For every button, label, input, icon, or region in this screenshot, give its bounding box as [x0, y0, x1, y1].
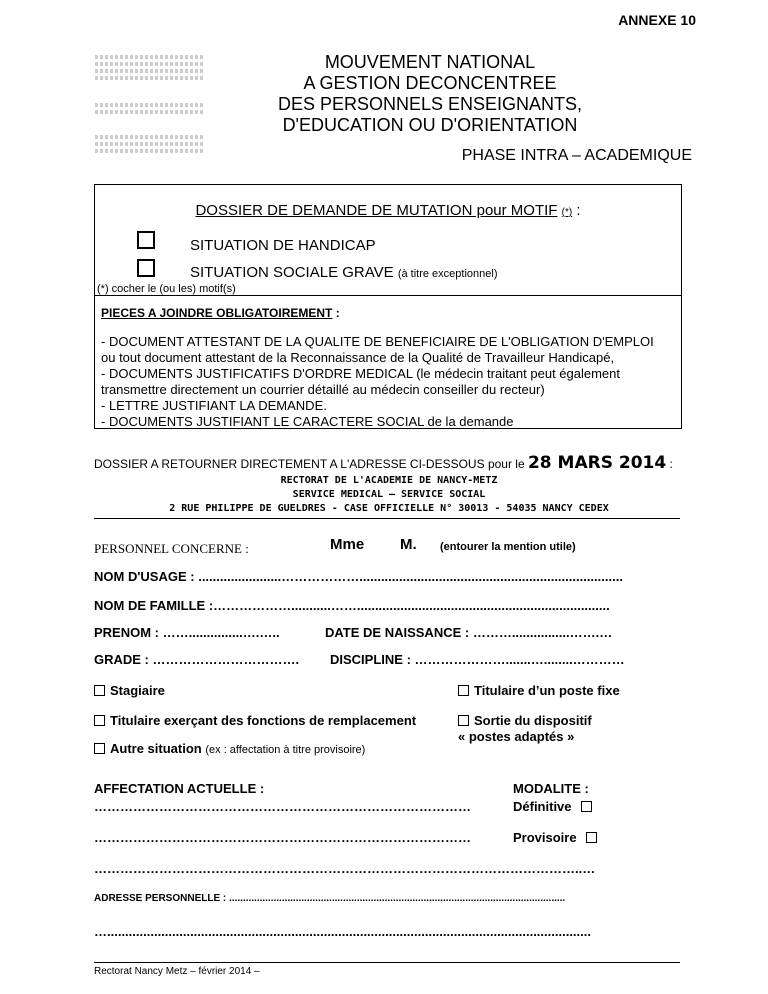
return-date: 28 MARS 2014: [527, 453, 667, 473]
personnel-hint: (entourer la mention utile): [440, 541, 576, 553]
footer-text: Rectorat Nancy Metz – février 2014 –: [94, 966, 260, 977]
title-line: A GESTION DECONCENTREE: [303, 73, 557, 93]
personnel-text: PERSONNEL CONCERNE :: [94, 541, 249, 556]
return-end: :: [666, 457, 673, 471]
motif-note: (*) cocher le (ou les) motif(s): [97, 283, 236, 295]
nom-famille-field[interactable]: NOM DE FAMILLE :………………...........……......................................................................: [94, 598, 610, 613]
adresse-dots: .........................................................................................................................: [229, 893, 566, 904]
option-small: (à titre exceptionnel): [397, 268, 498, 280]
checkbox-icon[interactable]: [94, 743, 105, 754]
address-line: 2 RUE PHILIPPE DE GUELDRES - CASE OFFICIELLE N° 30013 - 54035 NANCY CEDEX: [169, 503, 609, 514]
status-label: Autre situation: [110, 741, 202, 756]
annex-label: ANNEXE 10: [618, 12, 696, 28]
provisoire-label: Provisoire: [513, 830, 577, 845]
dossier-colon: :: [576, 202, 581, 219]
pieces-list: - DOCUMENT ATTESTANT DE LA QUALITE DE BENEFICIAIRE DE L'OBLIGATION D'EMPLOI ou tout document attestant de la Reconnaissance de la Qualité de Travailleur Handicapé, - DOCUMENTS JUSTIFICATIFS D'ORDRE MEDICAL (le médecin traitant peut également transmettre directement un courrier détaillé au médecin conseiller du recteur) - LETTRE JUSTIFIANT LA DEMANDE. - DOCUMENTS JUSTIFIANT LE CARACTERE SOCIAL de la demande: [101, 334, 654, 429]
phase-label: PHASE INTRA – ACADEMIQUE: [461, 147, 692, 164]
status-stagiaire[interactable]: [94, 683, 165, 698]
checkbox-icon[interactable]: [458, 715, 469, 726]
dossier-title-text: DOSSIER DE DEMANDE DE MUTATION pour MOTIF: [195, 202, 558, 219]
pieces-title-suffix: :: [332, 306, 340, 320]
personnel-label: [94, 540, 249, 558]
checkbox-icon[interactable]: [94, 715, 105, 726]
option-handicap: [190, 237, 376, 254]
provisoire-option[interactable]: [513, 830, 602, 845]
prenom-field[interactable]: PRENOM : ……...............….…..: [94, 625, 280, 640]
dossier-title: [95, 202, 681, 219]
status-small: (ex : affectation à titre provisoire): [205, 744, 366, 756]
option-label: SITUATION SOCIALE GRAVE: [190, 264, 394, 281]
status-label-2: « postes adaptés »: [458, 729, 575, 744]
checkbox-icon[interactable]: [458, 685, 469, 696]
status-remplacement[interactable]: [94, 713, 416, 728]
mme-option[interactable]: Mme: [330, 536, 365, 553]
checkbox-icon[interactable]: [581, 801, 592, 812]
motif-box: [94, 184, 682, 296]
affectation-line-1[interactable]: ……………………………………………………………………………: [94, 799, 471, 814]
adresse-field[interactable]: [94, 893, 680, 904]
status-sortie[interactable]: [458, 713, 592, 745]
pieces-title: [101, 306, 340, 320]
adresse-label: ADRESSE PERSONNELLE :: [94, 893, 230, 904]
document-title: [250, 52, 610, 136]
checkbox-icon[interactable]: [586, 832, 597, 843]
m-option[interactable]: M.: [400, 536, 417, 553]
definitive-option[interactable]: [513, 799, 597, 814]
discipline-field[interactable]: DISCIPLINE : ………………….......…........…………: [330, 652, 625, 667]
academie-logo-watermark: [95, 55, 205, 175]
title-line: D'EDUCATION OU D'ORIENTATION: [282, 115, 578, 135]
divider: [94, 518, 680, 519]
affectation-label: AFFECTATION ACTUELLE :: [94, 781, 265, 796]
status-label: Sortie du dispositif: [474, 713, 592, 728]
checkbox-icon[interactable]: [94, 685, 105, 696]
footer-divider: [94, 962, 680, 963]
return-text: DOSSIER A RETOURNER DIRECTEMENT A L'ADRESSE CI-DESSOUS pour le: [94, 457, 528, 471]
pieces-box: [94, 294, 682, 429]
affectation-line-2[interactable]: ……………………………………………………………………………: [94, 830, 471, 845]
sociale-checkbox[interactable]: [137, 259, 155, 277]
address-line: RECTORAT DE L'ACADEMIE DE NANCY-METZ: [280, 475, 498, 486]
status-label: Titulaire d’un poste fixe: [474, 683, 620, 698]
title-line: MOUVEMENT NATIONAL: [324, 52, 536, 72]
status-label: Stagiaire: [110, 683, 165, 698]
status-label: Titulaire exerçant des fonctions de remplacement: [110, 713, 417, 728]
return-instructions: [94, 453, 673, 473]
handicap-checkbox[interactable]: [137, 231, 155, 249]
status-titulaire-fixe[interactable]: [458, 683, 620, 698]
definitive-label: Définitive: [513, 799, 572, 814]
nom-usage-field[interactable]: NOM D'USAGE : .......................……………….........................................................................: [94, 569, 623, 584]
title-line: DES PERSONNELS ENSEIGNANTS,: [277, 94, 583, 114]
adresse-line-2[interactable]: …......................................................................................................................................: [94, 924, 591, 939]
affectation-line-3[interactable]: …………………………………………………………………………………………………..…: [94, 861, 596, 876]
status-autre[interactable]: [94, 741, 365, 756]
modalite-label: MODALITE :: [513, 781, 589, 796]
date-naissance-field[interactable]: DATE DE NAISSANCE : ………................…….…: [325, 625, 613, 640]
dossier-star: (*): [561, 207, 573, 218]
grade-field[interactable]: GRADE : …………………………….: [94, 652, 300, 667]
option-sociale: [190, 264, 498, 281]
option-label: SITUATION DE HANDICAP: [190, 237, 376, 254]
address-line: SERVICE MEDICAL – SERVICE SOCIAL: [292, 489, 486, 500]
pieces-title-text: PIECES A JOINDRE OBLIGATOIREMENT: [101, 306, 333, 320]
